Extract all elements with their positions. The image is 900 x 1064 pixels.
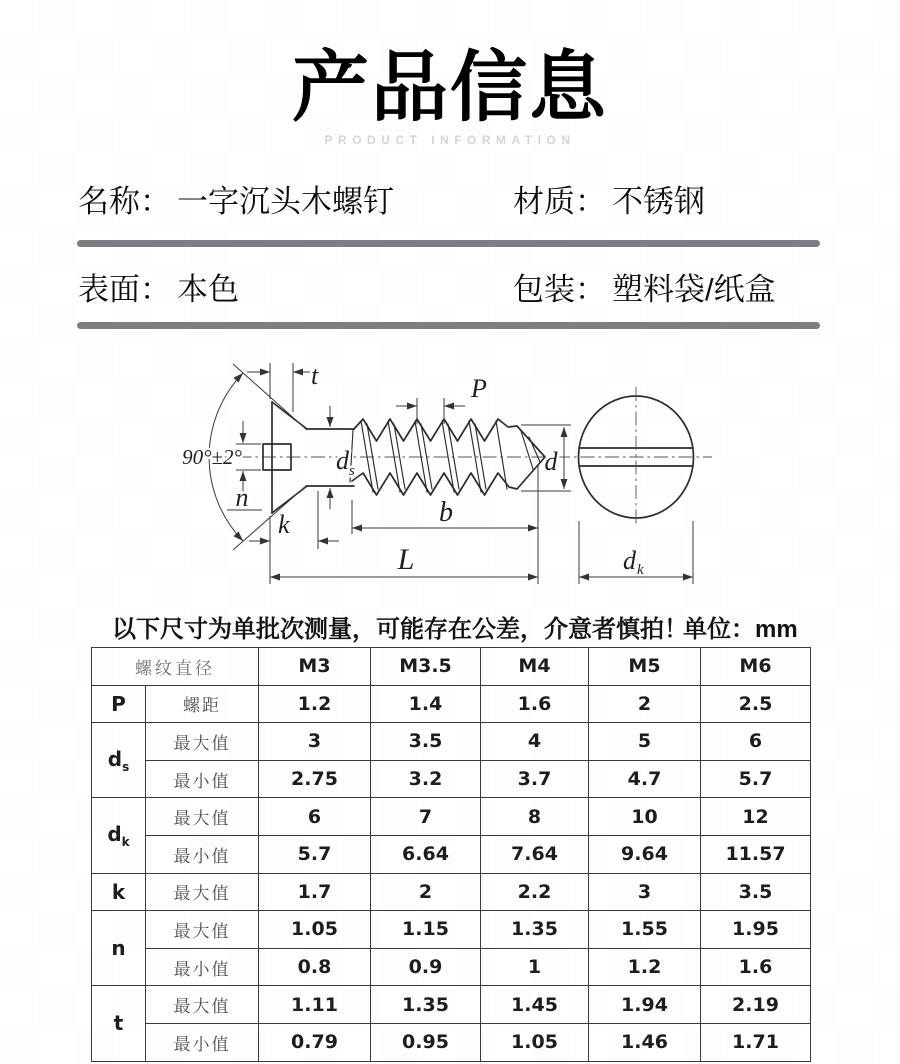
value-cell: 2.75	[259, 760, 371, 798]
screw-side-view	[263, 402, 545, 513]
param-label: 螺距	[146, 685, 259, 723]
value-cell: 9.64	[589, 835, 701, 873]
dim-label-dk: d	[623, 546, 636, 575]
value-cell: 1.2	[589, 948, 701, 986]
spec-packaging-value: 塑料袋/纸盒	[612, 272, 776, 307]
page-title: 产品信息	[292, 45, 608, 131]
param-label: 最小值	[146, 948, 259, 986]
value-cell: 3.5	[701, 873, 811, 911]
value-cell: 5	[589, 723, 701, 761]
param-label: 最大值	[146, 723, 259, 761]
page-subtitle: PRODUCT INFORMATION	[324, 133, 576, 147]
table-row	[92, 948, 811, 986]
param-label: 最小值	[146, 760, 259, 798]
value-cell: 1.2	[259, 685, 371, 723]
value-cell: 7.64	[481, 835, 589, 873]
value-cell: 3.7	[481, 760, 589, 798]
value-cell: 1.71	[701, 1023, 811, 1061]
table-row	[92, 873, 811, 911]
spec-surface-label: 表面：	[78, 272, 171, 307]
divider-line	[77, 322, 820, 329]
spec-packaging-label: 包装：	[513, 272, 606, 307]
dimension-table-body	[92, 685, 811, 1061]
value-cell: 5.7	[259, 835, 371, 873]
table-row	[92, 723, 811, 761]
value-cell: 0.95	[371, 1023, 481, 1061]
spec-surface	[78, 273, 239, 307]
value-cell: 1.4	[371, 685, 481, 723]
value-cell: 7	[371, 798, 481, 836]
table-row	[92, 798, 811, 836]
spec-material-value: 不锈钢	[612, 184, 705, 219]
value-cell: 1.05	[481, 1023, 589, 1061]
dimension-annotations	[182, 361, 693, 584]
table-row	[92, 911, 811, 949]
dim-label-P: P	[471, 374, 487, 403]
param-symbol: k	[92, 873, 146, 911]
value-cell: 1.45	[481, 986, 589, 1024]
param-label: 最小值	[146, 1023, 259, 1061]
value-cell: 3	[259, 723, 371, 761]
param-symbol: P	[92, 685, 146, 723]
spec-material-label: 材质：	[513, 184, 606, 219]
value-cell: 3.5	[371, 723, 481, 761]
table-row	[92, 835, 811, 873]
value-cell: 0.79	[259, 1023, 371, 1061]
value-cell: 1.35	[481, 911, 589, 949]
dimension-table	[91, 647, 811, 1062]
value-cell: 2.2	[481, 873, 589, 911]
dim-label-ds-sub: s	[349, 463, 355, 479]
spec-material	[513, 185, 705, 219]
spec-row-1	[78, 185, 823, 219]
value-cell: 3	[589, 873, 701, 911]
dim-label-k: k	[278, 510, 290, 539]
value-cell: 1.05	[259, 911, 371, 949]
dim-label-ds: d	[336, 446, 349, 475]
param-label: 最大值	[146, 873, 259, 911]
dimension-table-head	[92, 648, 811, 686]
value-cell: 0.9	[371, 948, 481, 986]
value-cell: 1.7	[259, 873, 371, 911]
spec-surface-value: 本色	[177, 272, 239, 307]
corner-header: 螺纹直径	[92, 648, 259, 686]
col-header: M6	[701, 648, 811, 686]
value-cell: 6	[701, 723, 811, 761]
divider-line	[77, 240, 820, 247]
dim-label-n: n	[235, 483, 249, 512]
value-cell: 1.95	[701, 911, 811, 949]
value-cell: 10	[589, 798, 701, 836]
value-cell: 1.55	[589, 911, 701, 949]
col-header: M3.5	[371, 648, 481, 686]
spec-packaging	[513, 273, 776, 307]
spec-name-label: 名称：	[78, 184, 171, 219]
table-row	[92, 986, 811, 1024]
technical-drawing	[60, 340, 840, 605]
dim-label-b: b	[439, 497, 453, 528]
param-label: 最大值	[146, 911, 259, 949]
value-cell: 4	[481, 723, 589, 761]
value-cell: 12	[701, 798, 811, 836]
value-cell: 2.19	[701, 986, 811, 1024]
measurement-note: 以下尺寸为单批次测量，可能存在公差，介意者慎拍！	[112, 616, 688, 643]
param-label: 最大值	[146, 986, 259, 1024]
value-cell: 6.64	[371, 835, 481, 873]
dim-label-angle: 90°±2°	[182, 445, 242, 469]
value-cell: 2.5	[701, 685, 811, 723]
value-cell: 1	[481, 948, 589, 986]
value-cell: 2	[589, 685, 701, 723]
thread-top-profile	[354, 419, 517, 441]
value-cell: 6	[259, 798, 371, 836]
col-header: M4	[481, 648, 589, 686]
value-cell: 1.35	[371, 986, 481, 1024]
spec-row-2	[78, 273, 823, 307]
value-cell: 2	[371, 873, 481, 911]
value-cell: 8	[481, 798, 589, 836]
param-symbol: $d_s$	[92, 723, 146, 798]
value-cell: 1.15	[371, 911, 481, 949]
table-row	[92, 685, 811, 723]
value-cell: 3.2	[371, 760, 481, 798]
value-cell: 5.7	[701, 760, 811, 798]
table-row	[92, 1023, 811, 1061]
value-cell: 11.57	[701, 835, 811, 873]
param-symbol: t	[92, 986, 146, 1061]
param-symbol: n	[92, 911, 146, 986]
spec-name-value: 一字沉头木螺钉	[177, 184, 394, 219]
unit-note: 单位：mm	[683, 616, 798, 643]
value-cell: 1.6	[481, 685, 589, 723]
col-header: M3	[259, 648, 371, 686]
dim-label-d: d	[544, 447, 558, 476]
value-cell: 1.6	[701, 948, 811, 986]
spec-name	[78, 185, 394, 219]
param-symbol: $d_k$	[92, 798, 146, 873]
value-cell: 1.46	[589, 1023, 701, 1061]
value-cell: 1.94	[589, 986, 701, 1024]
param-label: 最小值	[146, 835, 259, 873]
dim-label-t: t	[311, 361, 319, 390]
dim-label-dk-sub: k	[637, 562, 644, 578]
value-cell: 1.11	[259, 986, 371, 1024]
col-header: M5	[589, 648, 701, 686]
table-row	[92, 760, 811, 798]
table-header-row	[92, 648, 811, 686]
value-cell: 4.7	[589, 760, 701, 798]
dim-label-L: L	[397, 543, 415, 576]
screw-tip	[517, 426, 545, 489]
value-cell: 0.8	[259, 948, 371, 986]
param-label: 最大值	[146, 798, 259, 836]
